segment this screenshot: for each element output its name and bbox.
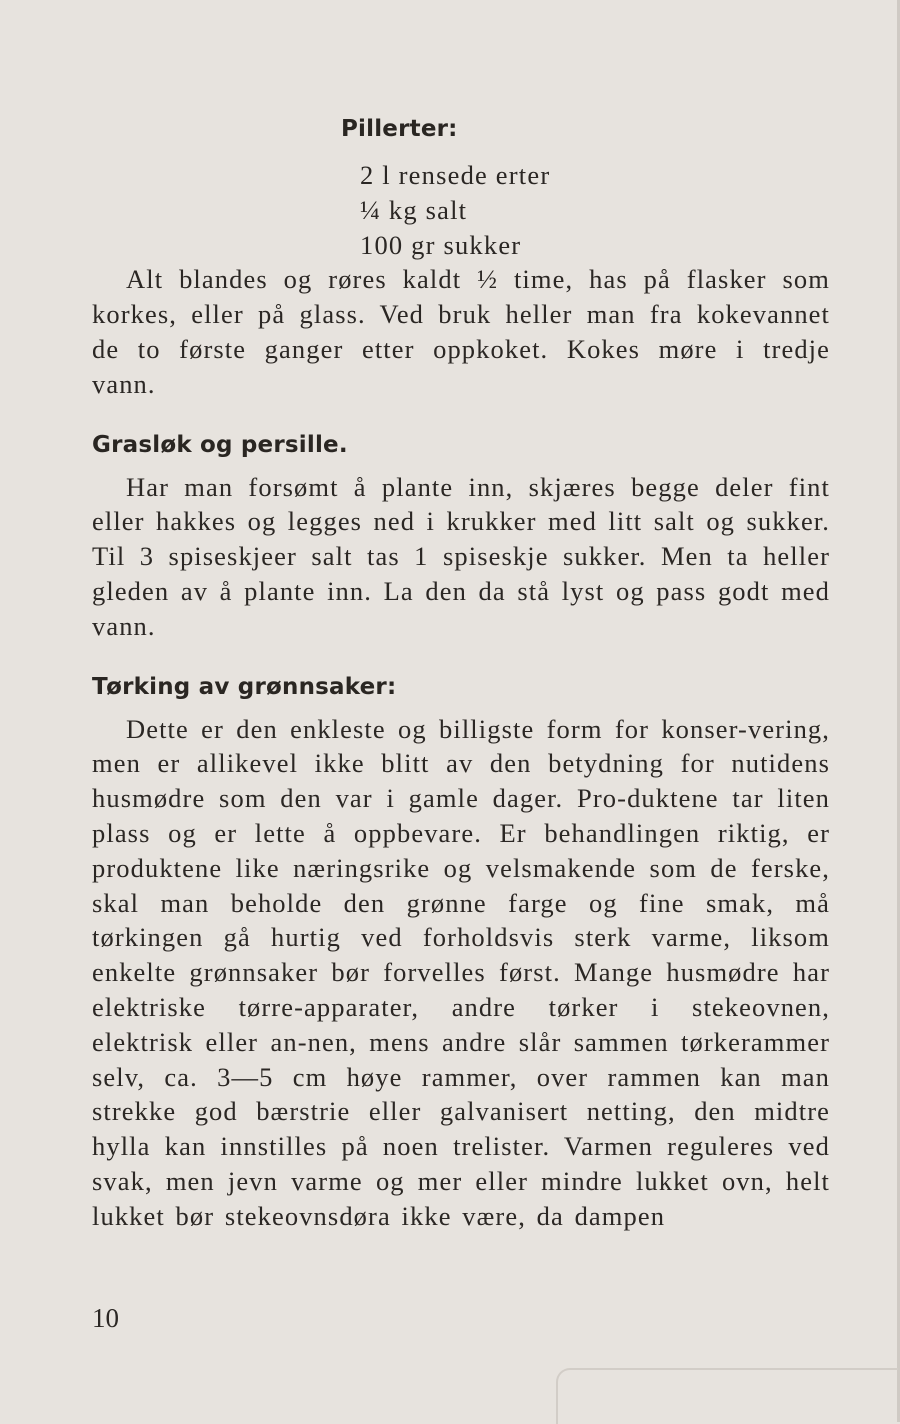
section-heading-pillerter: Pillerter: bbox=[341, 116, 458, 142]
ingredient-item: 100 gr sukker bbox=[360, 229, 522, 260]
section-heading-torking: Tørking av grønnsaker: bbox=[92, 673, 397, 700]
page-corner-mark bbox=[556, 1368, 898, 1424]
section-heading-graslok: Grasløk og persille. bbox=[92, 431, 348, 458]
graslok-paragraph bbox=[92, 470, 830, 644]
ingredient-list bbox=[360, 158, 830, 262]
pillerter-text: Alt blandes og røres kaldt ½ time, has på flasker som korkes, eller på glass. Ved bruk heller man fra kokevannet de to første ganger etter oppkoket. Kokes møre i tredje vann. bbox=[92, 264, 830, 399]
torking-text: Dette er den enkleste og billigste form for konser-vering, men er allikevel ikke blitt av den betydning for nutidens husmødre som den var i gamle dager. Pro-duktene tar liten plass og er lette å oppbevare. Er behandlingen riktig, er produktene like næringsrike og velsmakende som de ferske, skal man beholde den grønne farge og fine smak, må tørkingen gå hurtig ved forholdsvis sterk varme, liksom enkelte grønnsaker bør forvelles først. Mange husmødre har elektriske tørre-apparater, andre tørker i stekeovnen, elektrisk eller an-nen, mens andre slår sammen tørkerammer selv, ca. 3—5 cm høye rammer, over rammen kan man strekke god bærstrie eller galvanisert netting, den midtre hylla kan innstilles på noen trelister. Varmen reguleres ved svak, men jevn varme og mer eller mindre lukket ovn, helt lukket bør stekeovnsdøra ikke være, da dampen bbox=[92, 713, 830, 1231]
page-content bbox=[92, 112, 830, 1234]
pillerter-paragraph bbox=[92, 262, 830, 401]
page-number: 10 bbox=[92, 1303, 119, 1333]
torking-paragraph bbox=[92, 712, 830, 1234]
graslok-text: Har man forsømt å plante inn, skjæres begge deler fint eller hakkes og legges ned i krukker med litt salt og sukker. Til 3 spiseskjeer salt tas 1 spiseskje sukker. Men ta heller gleden av å plante inn. La den da stå lyst og pass godt med vann. bbox=[92, 471, 830, 641]
ingredient-item: 2 l rensede erter bbox=[360, 160, 551, 190]
ingredient-item: ¼ kg salt bbox=[360, 194, 468, 225]
